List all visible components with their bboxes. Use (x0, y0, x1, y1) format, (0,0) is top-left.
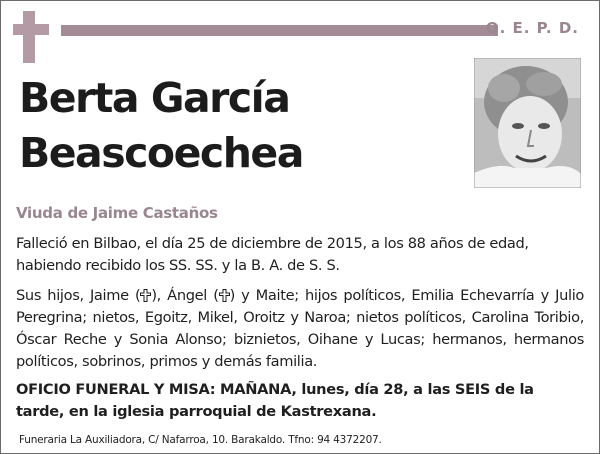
small-cross-icon (219, 289, 230, 302)
portrait-photo (474, 58, 581, 188)
widow-of: Viuda de Jaime Castaños (16, 204, 218, 222)
family-text-1: Sus hijos, Jaime ( (16, 287, 141, 304)
qepd-label: Q. E. P. D. (485, 19, 579, 37)
funeral-notice: OFICIO FUNERAL Y MISA: MAÑANA, lunes, día 28, a las SEIS de la tarde, en la iglesia parroquial de Kastrexana. (16, 381, 534, 420)
name-line-1: Berta García (19, 74, 290, 122)
funeral-home-footer: Funeraria La Auxiliadora, C/ Nafarroa, 10. Barakaldo. Tfno: 94 4372207. (19, 434, 382, 446)
cross-horizontal (13, 24, 49, 35)
header-bar (61, 25, 498, 36)
family-text-3: ) y Maite; hijos políticos, Emilia Echevarría y Julio Peregrina; nietos, Egoitz, Mikel, Oroitz y Naroa; nietos políticos, Carolina Toribio, Óscar Reche y Sonia Alonso; biznietos, Oihane y Lucas; hermanos, hermanos políticos, sobrinos, primos y demás familia. (16, 287, 585, 370)
cross-vertical (23, 11, 35, 63)
family-text-2: ), Ángel ( (151, 287, 219, 304)
death-announcement: Falleció en Bilbao, el día 25 de diciembre de 2015, a los 88 años de edad, habiendo recibido los SS. SS. y la B. A. de S. S. (16, 235, 529, 274)
small-cross-icon (140, 289, 151, 302)
family-list (16, 285, 584, 373)
deceased-name (19, 71, 303, 181)
name-line-2: Beascoechea (19, 129, 303, 177)
